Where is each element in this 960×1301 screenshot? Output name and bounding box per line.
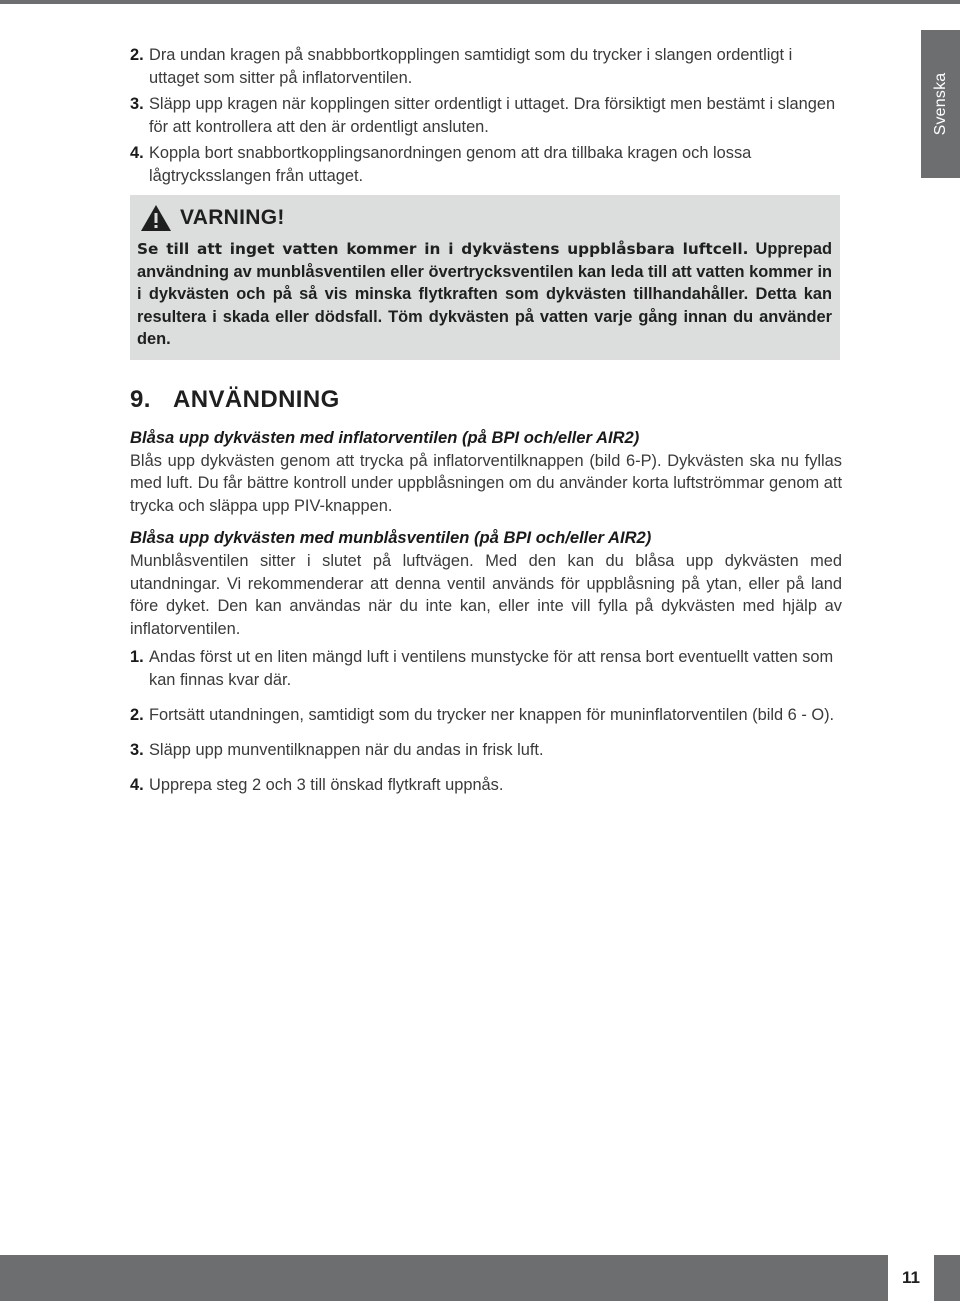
language-tab (921, 30, 960, 178)
top-rule (0, 0, 960, 4)
step-text: Släpp upp munventilknappen när du andas in frisk luft. (149, 741, 544, 759)
list-item (130, 704, 842, 727)
subheading-inflator: Blåsa upp dykvästen med inflatorventilen (på BPI och/eller AIR2) (130, 427, 640, 447)
step-number: 1. (130, 648, 144, 666)
section-number: 9. (130, 385, 151, 413)
warning-rest: Upprepad användning av munblåsventilen eller övertrycksventilen kan leda till att vatten kommer in i dykvästen och på så vis minska flytkraften som dykvästen tillhandahåller. Detta kan resultera i skada eller dödsfall. Töm dykvästen på vatten varje gång innan du använder den. (137, 240, 833, 348)
step-number: 3. (130, 741, 144, 759)
paragraph-inflator: Blås upp dykvästen genom att trycka på inflatorventilknappen (bild 6-P). Dykvästen ska nu fyllas med luft. Du får bättre kontroll under uppblåsningen om du använder korta luftströmmar genom att trycka och släppa upp PIV-knappen. (130, 451, 842, 515)
footer-bar-end (934, 1255, 960, 1301)
step-text: Upprepa steg 2 och 3 till önskad flytkraft uppnås. (149, 776, 504, 794)
step-number: 4. (130, 144, 144, 162)
step-text: Koppla bort snabbortkopplingsanordningen genom att dra tillbaka kragen och lossa lågtrycksslangen från uttaget. (149, 144, 752, 185)
step-text: Släpp upp kragen när kopplingen sitter ordentligt i uttaget. Dra försiktigt men bestämt i slangen för att kontrollera att den är ordentligt ansluten. (149, 95, 836, 136)
warning-text (137, 238, 832, 351)
section-title: ANVÄNDNING (173, 385, 340, 413)
list-item (130, 93, 842, 139)
steps-top (130, 44, 842, 188)
step-text: Fortsätt utandningen, samtidigt som du trycker ner knappen för muninflatorventilen (bild 6 - O). (149, 706, 835, 724)
warning-header (137, 204, 832, 232)
language-tab-label: Svenska (931, 72, 949, 136)
warning-lead: Se till att inget vatten kommer in i dykvästens uppblåsbara luftcell. (137, 240, 749, 258)
steps-bottom (130, 646, 842, 797)
step-text: Andas först ut en liten mängd luft i ventilens munstycke för att rensa bort eventuellt vatten som kan finnas kvar där. (149, 648, 834, 689)
subheading-oral: Blåsa upp dykvästen med munblåsventilen (på BPI och/eller AIR2) (130, 528, 652, 547)
page-content (130, 44, 842, 809)
step-number: 2. (130, 46, 144, 64)
list-item (130, 44, 842, 90)
warning-box (130, 195, 840, 360)
step-number: 4. (130, 776, 144, 794)
paragraph-oral: Munblåsventilen sitter i slutet på luftvägen. Med den kan du blåsa upp dykvästen med utandningar. Vi rekommenderar att denna ventil används för uppblåsning på ytan, eller på land före dyket. Den kan användas när du inte kan, eller inte vill fylla på dykvästen med hjälp av inflatorventilen. (130, 552, 842, 638)
list-item (130, 774, 842, 797)
warning-title: VARNING! (180, 206, 285, 229)
step-number: 3. (130, 95, 144, 113)
step-text: Dra undan kragen på snabbbortkopplingen samtidigt som du trycker i slangen ordentligt i uttaget som sitter på inflatorventilen. (149, 46, 793, 87)
section-heading (130, 386, 842, 414)
footer-bar (0, 1255, 888, 1301)
list-item (130, 739, 842, 762)
page-number: 11 (888, 1255, 934, 1301)
list-item (130, 142, 842, 188)
step-number: 2. (130, 706, 144, 724)
list-item (130, 646, 842, 692)
warning-triangle-icon (140, 204, 172, 232)
